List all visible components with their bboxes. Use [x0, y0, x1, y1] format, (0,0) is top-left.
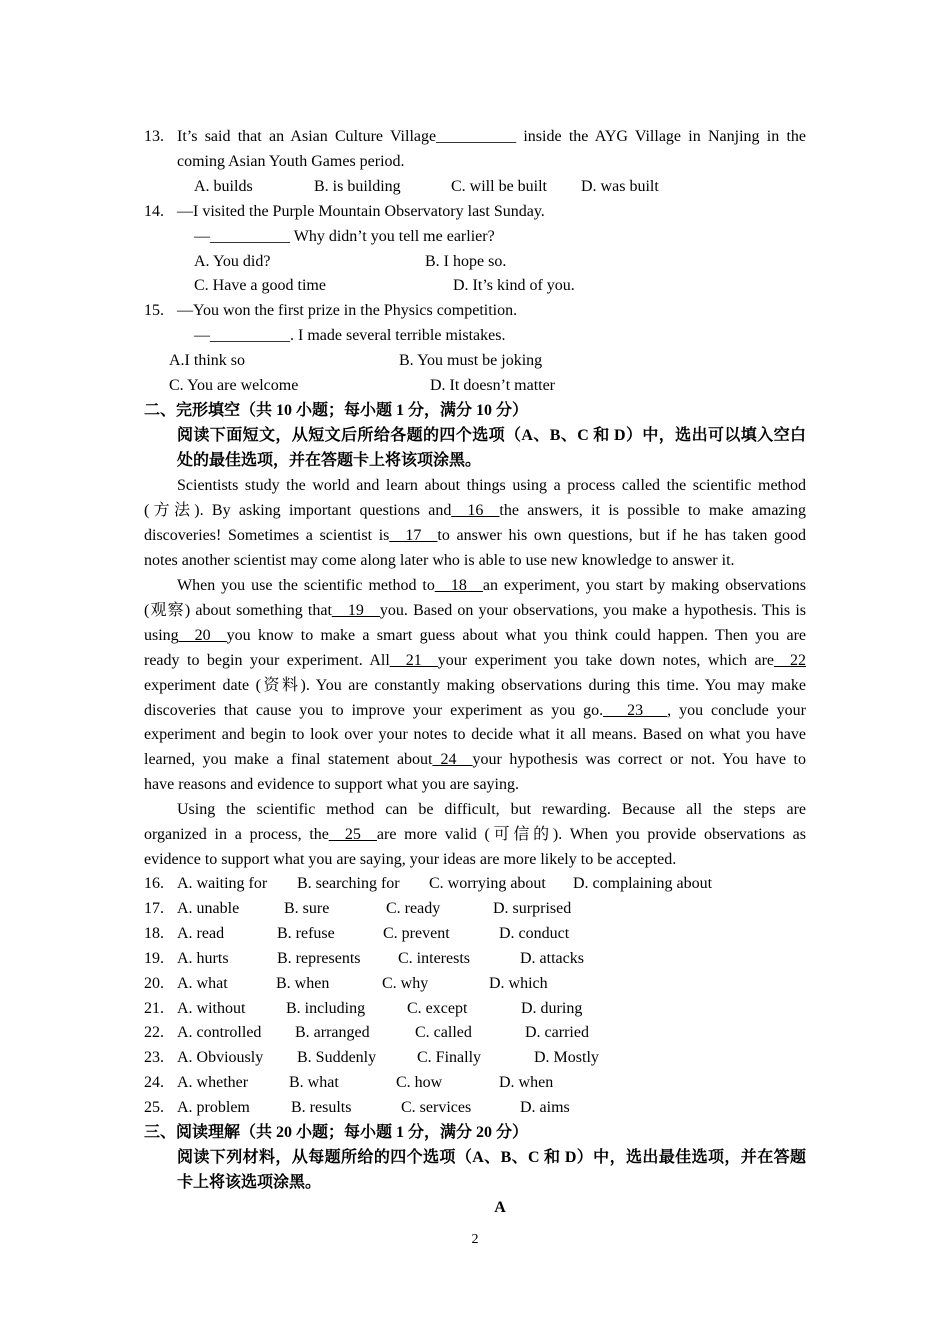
cloze-q18-number: 18. [144, 925, 164, 942]
cloze-q23-number: 23. [144, 1049, 164, 1066]
blank-19: __19__ [331, 602, 380, 619]
passage-p2-line4 [144, 651, 806, 671]
q13-option-c[interactable]: C. will be built [451, 178, 547, 195]
section3-instruction-line1: 阅读下列材料，从每题所给的四个选项（A、B、C 和 D）中，选出最佳选项，并在答题 [177, 1149, 806, 1166]
q15-dialog-line1: —You won the first prize in the Physics competition. [177, 302, 518, 319]
passage-p2-line7: experiment and begin to look over your notes to decide what it all means. Based on what you have [144, 726, 806, 743]
passage-p2-line6 [144, 701, 806, 721]
section2-instruction-line2: 处的最佳选项，并在答题卡上将该项涂黑。 [177, 452, 482, 469]
passage-text: learned, you make a final statement about [144, 751, 433, 768]
cloze-q17-number: 17. [144, 900, 164, 917]
cloze-q25-option-b[interactable]: B. results [291, 1099, 352, 1116]
cloze-q22-option-d[interactable]: D. carried [525, 1024, 589, 1041]
passage-p2-line3 [144, 626, 806, 646]
passage-p1-line1: Scientists study the world and learn about things using a process called the scientific method [177, 477, 806, 494]
passage-text: your experiment you take down notes, which are [437, 652, 774, 669]
passage-text: discoveries! Sometimes a scientist is [144, 527, 390, 544]
cloze-q17-option-a[interactable]: A. unable [177, 900, 240, 917]
cloze-q16-option-a[interactable]: A. waiting for [177, 875, 268, 892]
passage-p3-line2 [144, 825, 806, 845]
blank-24: _24__ [432, 751, 473, 768]
passage-p2-line2 [144, 601, 806, 621]
cloze-q18-option-d[interactable]: D. conduct [499, 925, 570, 942]
cloze-q21-option-d[interactable]: D. during [521, 1000, 583, 1017]
q13-stem-line1: It’s said that an Asian Culture Village__________ inside the AYG Village in Nanjing in the [177, 128, 806, 145]
cloze-q22-option-a[interactable]: A. controlled [177, 1024, 262, 1041]
q14-number: 14. [144, 203, 164, 220]
cloze-q25-number: 25. [144, 1099, 164, 1116]
blank-22: __22 [774, 652, 806, 669]
cloze-q21-option-c[interactable]: C. except [407, 1000, 468, 1017]
passage-p2-line5: experiment date (资料). You are constantly making observations during this time. You may make [144, 677, 806, 694]
section3-instruction-line2: 卡上将该选项涂黑。 [177, 1174, 322, 1191]
q14-dialog-line1: —I visited the Purple Mountain Observatory last Sunday. [177, 203, 545, 220]
cloze-q24-option-d[interactable]: D. when [499, 1074, 554, 1091]
cloze-q23-option-d[interactable]: D. Mostly [534, 1049, 599, 1066]
passage-text: discoveries that cause you to improve your experiment as you go. [144, 702, 604, 719]
passage-text: (方法). By asking important questions and [144, 502, 452, 519]
q15-option-b[interactable]: B. You must be joking [399, 352, 543, 369]
passage-p2-line9: have reasons and evidence to support what you are saying. [144, 776, 519, 793]
q14-option-c[interactable]: C. Have a good time [194, 277, 326, 294]
passage-text: , you conclude your [667, 702, 807, 719]
cloze-q25-option-a[interactable]: A. problem [177, 1099, 250, 1116]
q14-option-a[interactable]: A. You did? [194, 253, 271, 270]
cloze-q19-option-b[interactable]: B. represents [277, 950, 361, 967]
passage-text: are more valid (可信的). When you provide observations as [376, 826, 806, 843]
cloze-q21-number: 21. [144, 1000, 164, 1017]
cloze-q17-option-c[interactable]: C. ready [386, 900, 441, 917]
cloze-q24-number: 24. [144, 1074, 164, 1091]
cloze-q19-option-c[interactable]: C. interests [398, 950, 470, 967]
blank-21: __21__ [389, 652, 438, 669]
section3-title: 三、阅读理解（共 20 小题；每小题 1 分，满分 20 分） [144, 1124, 529, 1141]
passage-text: (观察) about something that [144, 602, 332, 619]
cloze-q21-option-a[interactable]: A. without [177, 1000, 246, 1017]
cloze-q20-option-b[interactable]: B. when [276, 975, 330, 992]
blank-23: ___23___ [603, 702, 668, 719]
q14-dialog-line2: —__________ Why didn’t you tell me earlier? [194, 228, 495, 245]
cloze-q19-option-a[interactable]: A. hurts [177, 950, 229, 967]
cloze-q18-option-b[interactable]: B. refuse [277, 925, 335, 942]
cloze-q19-number: 19. [144, 950, 164, 967]
page-number: 2 [471, 1232, 479, 1247]
cloze-q20-option-d[interactable]: D. which [489, 975, 548, 992]
cloze-q20-option-c[interactable]: C. why [382, 975, 429, 992]
blank-17: __17__ [389, 527, 438, 544]
passage-p1-line4: notes another scientist may come along later who is able to use new knowledge to answer it. [144, 552, 735, 569]
q15-option-a[interactable]: A.I think so [169, 352, 245, 369]
cloze-q17-option-b[interactable]: B. sure [284, 900, 330, 917]
passage-text: using [144, 627, 179, 644]
cloze-q18-option-c[interactable]: C. prevent [383, 925, 450, 942]
q15-option-d[interactable]: D. It doesn’t matter [430, 377, 556, 394]
cloze-q16-option-b[interactable]: B. searching for [297, 875, 400, 892]
passage-text: your hypothesis was correct or not. You have to [472, 751, 806, 768]
cloze-q20-number: 20. [144, 975, 164, 992]
passage-text: you know to make a smart guess about what you think could happen. Then you are [226, 627, 806, 644]
passage-p2-line1 [177, 576, 806, 596]
q13-option-a[interactable]: A. builds [194, 178, 253, 195]
section2-instruction-line1: 阅读下面短文，从短文后所给各题的四个选项（A、B、C 和 D）中，选出可以填入空白 [177, 427, 806, 444]
section2-title: 二、完形填空（共 10 小题；每小题 1 分，满分 10 分） [144, 402, 529, 419]
cloze-q18-option-a[interactable]: A. read [177, 925, 225, 942]
cloze-q22-number: 22. [144, 1024, 164, 1041]
cloze-q25-option-c[interactable]: C. services [401, 1099, 472, 1116]
q15-dialog-line2: —__________. I made several terrible mistakes. [194, 327, 506, 344]
q15-number: 15. [144, 302, 164, 319]
cloze-q24-option-c[interactable]: C. how [396, 1074, 443, 1091]
passage-p1-line2 [144, 501, 806, 521]
passage-text: ready to begin your experiment. All [144, 652, 390, 669]
cloze-q20-option-a[interactable]: A. what [177, 975, 228, 992]
blank-25: __25__ [328, 826, 377, 843]
q13-option-d[interactable]: D. was built [581, 178, 659, 195]
cloze-q23-option-a[interactable]: A. Obviously [177, 1049, 264, 1066]
q14-option-d[interactable]: D. It’s kind of you. [453, 277, 575, 294]
blank-16: __16__ [451, 502, 500, 519]
cloze-q16-option-d[interactable]: D. complaining about [573, 875, 713, 892]
cloze-q23-option-c[interactable]: C. Finally [417, 1049, 482, 1066]
passage-p1-line3 [144, 526, 806, 546]
cloze-q24-option-a[interactable]: A. whether [177, 1074, 249, 1091]
q13-stem-line2: coming Asian Youth Games period. [177, 153, 405, 170]
q13-option-b[interactable]: B. is building [314, 178, 401, 195]
q15-option-c[interactable]: C. You are welcome [169, 377, 299, 394]
cloze-q19-option-d[interactable]: D. attacks [520, 950, 584, 967]
passage-p3-line3: evidence to support what you are saying, your ideas are more likely to be accepted. [144, 851, 677, 868]
passage-text: organized in a process, the [144, 826, 329, 843]
cloze-q21-option-b[interactable]: B. including [286, 1000, 366, 1017]
cloze-q16-option-c[interactable]: C. worrying about [429, 875, 546, 892]
cloze-q25-option-d[interactable]: D. aims [520, 1099, 570, 1116]
passage-text: When you use the scientific method to [177, 577, 435, 594]
passage-text: an experiment, you start by making observations [482, 577, 807, 594]
q13-number: 13. [144, 128, 164, 145]
cloze-q22-option-b[interactable]: B. arranged [295, 1024, 370, 1041]
cloze-q22-option-c[interactable]: C. called [415, 1024, 472, 1041]
cloze-q23-option-b[interactable]: B. Suddenly [297, 1049, 377, 1066]
passage-text: the answers, it is possible to make amazing [499, 502, 806, 519]
section3-passage-label: A [494, 1199, 506, 1216]
cloze-q16-number: 16. [144, 875, 164, 892]
passage-text: to answer his own questions, but if he has taken good [437, 527, 807, 544]
blank-18: __18__ [434, 577, 483, 594]
blank-20: __20__ [178, 627, 227, 644]
passage-p2-line8 [144, 750, 806, 770]
passage-text: you. Based on your observations, you make a hypothesis. This is [379, 602, 806, 619]
cloze-q24-option-b[interactable]: B. what [289, 1074, 339, 1091]
cloze-q17-option-d[interactable]: D. surprised [493, 900, 572, 917]
q14-option-b[interactable]: B. I hope so. [425, 253, 507, 270]
passage-p3-line1: Using the scientific method can be difficult, but rewarding. Because all the steps are [177, 801, 806, 818]
